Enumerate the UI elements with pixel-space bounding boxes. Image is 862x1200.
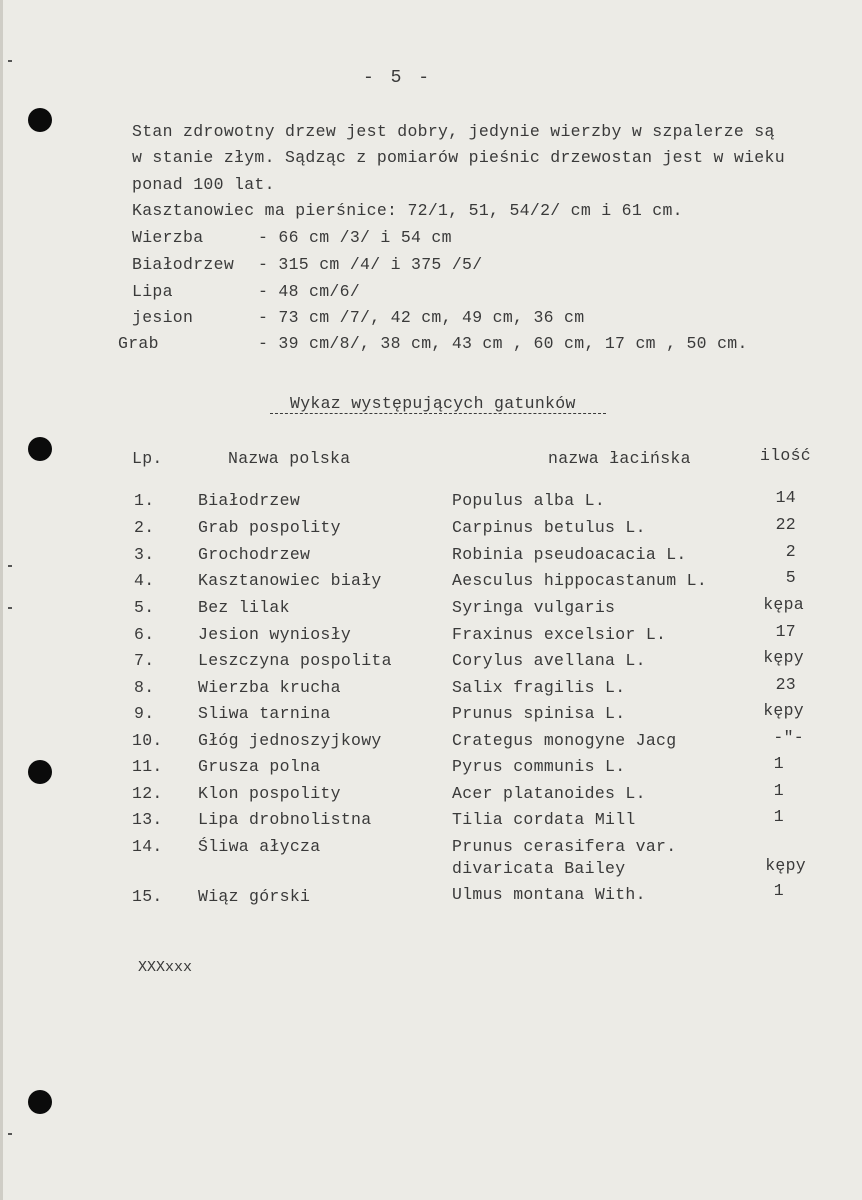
row-latin-name: Populus alba L. [452, 491, 606, 510]
row-polish-name: Bez lilak [198, 598, 290, 617]
measurement-name: jesion [132, 308, 194, 327]
row-polish-name: Grusza polna [198, 757, 321, 776]
row-polish-name: Lipa drobnolistna [198, 810, 372, 829]
row-latin-name: Fraxinus excelsior L. [452, 625, 667, 644]
measurement-value: - 66 cm /3/ i 54 cm [258, 228, 452, 247]
row-latin-name: Aesculus hippocastanum L. [452, 571, 708, 590]
measurement-name: Grab [118, 334, 159, 353]
row-quantity: 1 [773, 807, 784, 826]
row-latin-name: Prunus spinisa L. [452, 704, 626, 723]
row-latin-name: Pyrus communis L. [452, 757, 626, 776]
header-quantity: ilość [760, 446, 812, 465]
row-number: 14. [132, 837, 163, 856]
measurement-name: Wierzba [132, 228, 204, 247]
row-quantity: kępy [763, 648, 804, 667]
row-latin-name: Acer platanoides L. [452, 784, 646, 803]
paragraph-line: Stan zdrowotny drzew jest dobry, jedynie wierzby w szpalerze są [132, 122, 775, 141]
row-quantity: 14 [775, 488, 796, 507]
measurement-name: Białodrzew [132, 255, 235, 274]
row-number: 6. [134, 625, 155, 644]
row-number: 11. [132, 757, 163, 776]
row-polish-name: Klon pospolity [198, 784, 341, 803]
section-heading: Wykaz występujących gatunków [270, 395, 606, 414]
page-edge [0, 0, 3, 1200]
row-quantity: 5 [785, 568, 796, 587]
header-latin-name: nazwa łacińska [548, 449, 691, 468]
row-latin-name: Salix fragilis L. [452, 678, 626, 697]
row-quantity: 2 [785, 542, 796, 561]
row-quantity: kępa [763, 595, 804, 614]
row-polish-name: Kasztanowiec biały [198, 571, 382, 590]
row-number: 10. [132, 731, 163, 750]
margin-mark [8, 565, 12, 567]
margin-mark [8, 1133, 12, 1135]
row-latin-name: Prunus cerasifera var. [452, 837, 677, 856]
footer-mark: XXXxxx [138, 959, 193, 976]
row-number: 9. [134, 704, 155, 723]
row-number: 2. [134, 518, 155, 537]
punch-hole [28, 760, 52, 784]
row-quantity: 22 [775, 515, 796, 534]
row-latin-name: Syringa vulgaris [452, 598, 616, 617]
measurement-value: - 73 cm /7/, 42 cm, 49 cm, 36 cm [258, 308, 585, 327]
paragraph-line: w stanie złym. Sądząc z pomiarów pieśnic drzewostan jest w wieku [132, 148, 785, 167]
row-quantity: 23 [775, 675, 796, 694]
row-quantity: 1 [773, 781, 784, 800]
row-number: 4. [134, 571, 155, 590]
row-latin-name: Carpinus betulus L. [452, 518, 646, 537]
row-latin-name: Tilia cordata Mill [452, 810, 636, 829]
row-polish-name: Grab pospolity [198, 518, 341, 537]
row-quantity: -"- [773, 728, 804, 747]
row-latin-name: Crategus monogyne Jacg [452, 731, 677, 750]
row-quantity: kępy [763, 701, 804, 720]
intro-line: Kasztanowiec ma pierśnice: 72/1, 51, 54/2/ cm i 61 cm. [132, 201, 683, 220]
row-polish-name: Wierzba krucha [198, 678, 341, 697]
row-polish-name: Leszczyna pospolita [198, 651, 392, 670]
punch-hole [28, 437, 52, 461]
row-polish-name: Głóg jednoszyjkowy [198, 731, 382, 750]
row-number: 13. [132, 810, 163, 829]
row-number: 15. [132, 887, 163, 906]
page-number: - 5 - [363, 68, 433, 88]
header-lp: Lp. [132, 449, 163, 468]
row-quantity: 1 [773, 881, 784, 900]
margin-mark [8, 60, 12, 62]
row-polish-name: Jesion wyniosły [198, 625, 352, 644]
row-latin-name: Robinia pseudoacacia L. [452, 545, 687, 564]
punch-hole [28, 1090, 52, 1114]
row-latin-name: Ulmus montana With. [452, 885, 646, 904]
row-quantity: kępy [765, 856, 806, 875]
row-quantity: 17 [775, 622, 796, 641]
row-number: 1. [134, 491, 155, 510]
row-latin-name-continued: divaricata Bailey [452, 859, 626, 878]
row-polish-name: Śliwa ałycza [198, 837, 321, 856]
paragraph-line: ponad 100 lat. [132, 175, 275, 194]
margin-mark [8, 607, 12, 609]
measurement-value: - 315 cm /4/ i 375 /5/ [258, 255, 483, 274]
row-polish-name: Grochodrzew [198, 545, 311, 564]
row-number: 5. [134, 598, 155, 617]
measurement-name: Lipa [132, 282, 173, 301]
row-number: 7. [134, 651, 155, 670]
row-number: 8. [134, 678, 155, 697]
row-number: 3. [134, 545, 155, 564]
row-polish-name: Wiąz górski [198, 887, 311, 906]
header-polish-name: Nazwa polska [228, 449, 351, 468]
row-quantity: 1 [773, 754, 784, 773]
measurement-value: - 48 cm/6/ [258, 282, 361, 301]
punch-hole [28, 108, 52, 132]
row-latin-name: Corylus avellana L. [452, 651, 646, 670]
row-number: 12. [132, 784, 163, 803]
row-polish-name: Białodrzew [198, 491, 301, 510]
measurement-value: - 39 cm/8/, 38 cm, 43 cm , 60 cm, 17 cm , 50 cm. [258, 334, 748, 353]
row-polish-name: Sliwa tarnina [198, 704, 331, 723]
